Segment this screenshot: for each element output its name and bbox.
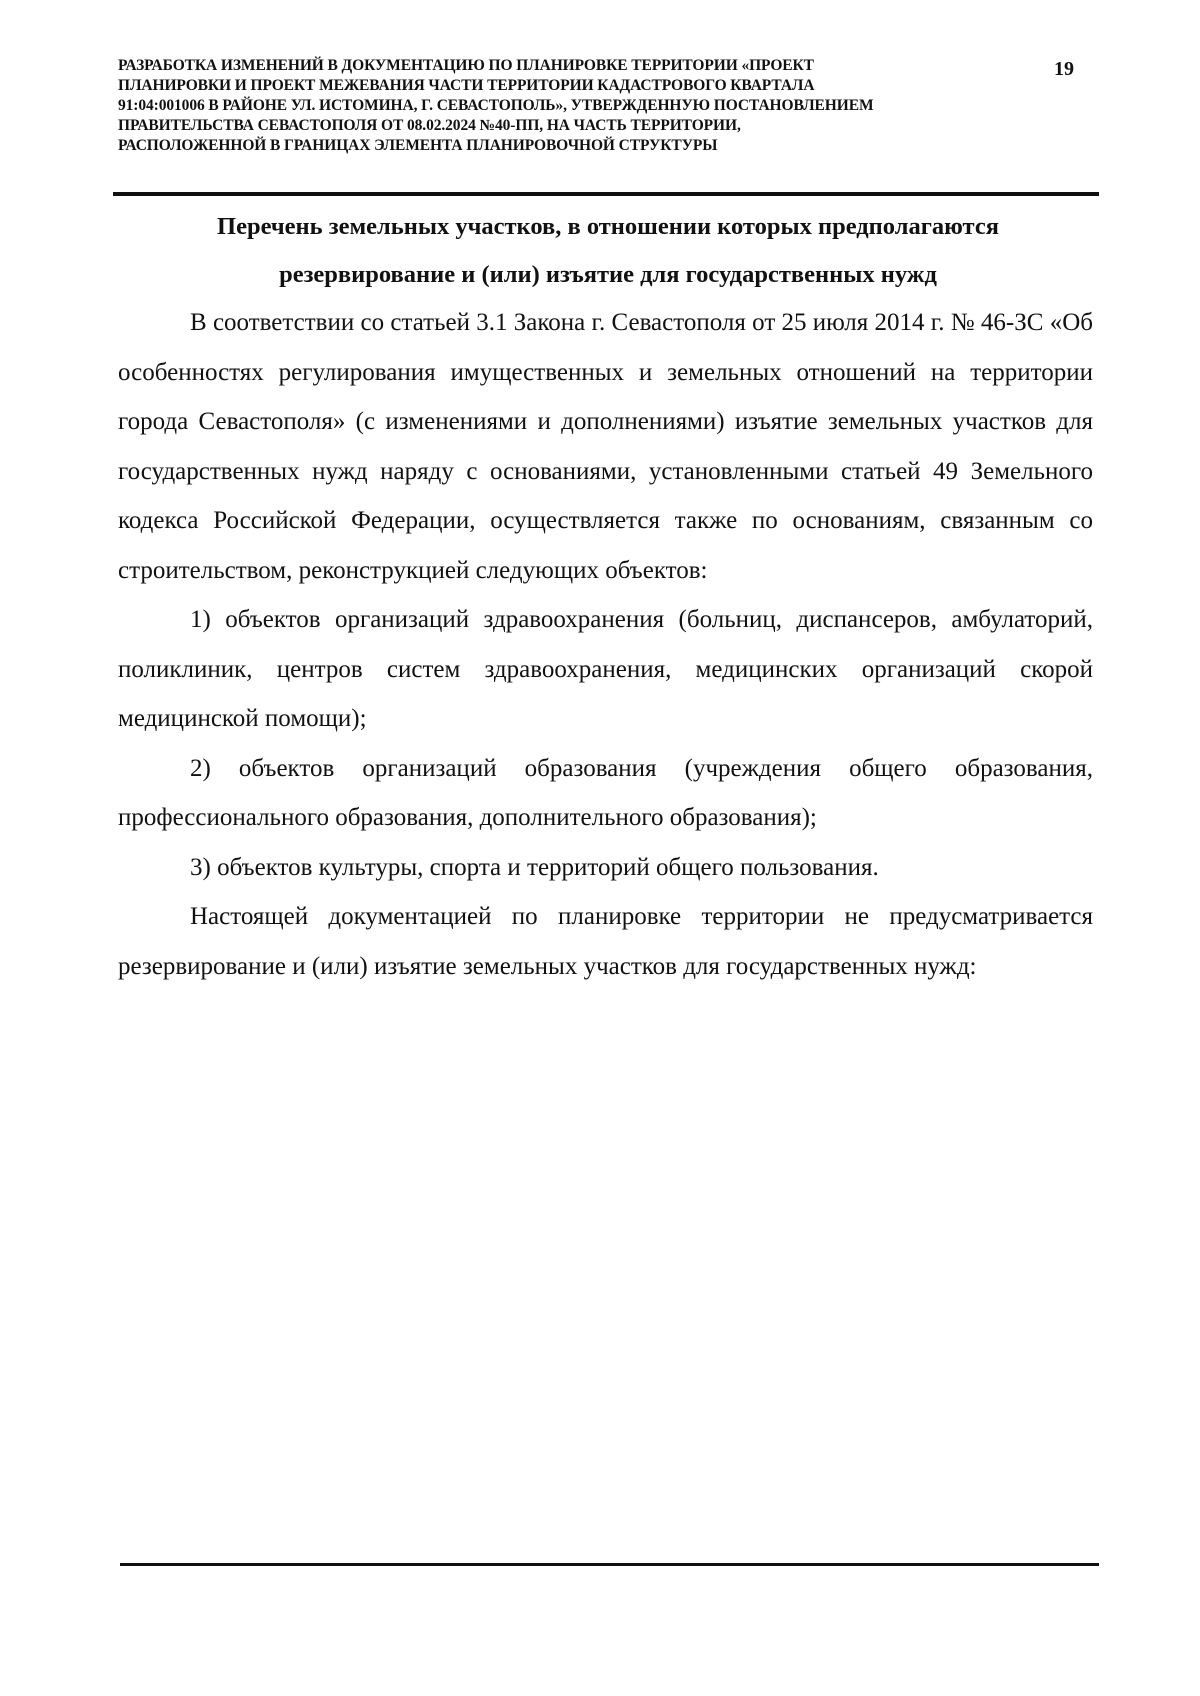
list-item-healthcare: 1) объектов организаций здравоохранения (больниц, диспансеров, амбулаторий, поликлиник, центров систем здравоохранения, медицинских организаций скорой медицинской помощи); [118, 606, 1093, 732]
list-item-culture-sport: 3) объектов культуры, спорта и территорий общего пользования. [190, 853, 879, 881]
running-header [118, 56, 988, 156]
section-title-line-1: Перечень земельных участков, в отношении которых предполагаются [217, 213, 999, 240]
header-line: ПЛАНИРОВКИ И ПРОЕКТ МЕЖЕВАНИЯ ЧАСТИ ТЕРРИТОРИИ КАДАСТРОВОГО КВАРТАЛА [118, 77, 815, 94]
page-number: 19 [1054, 58, 1074, 80]
header-line: РАСПОЛОЖЕННОЙ В ГРАНИЦАХ ЭЛЕМЕНТА ПЛАНИРОВОЧНОЙ СТРУКТУРЫ [118, 137, 718, 154]
header-line: 91:04:001006 В РАЙОНЕ УЛ. ИСТОМИНА, Г. СЕВАСТОПОЛЬ», УТВЕРЖДЕННУЮ ПОСТАНОВЛЕНИЕМ [118, 97, 874, 114]
header-divider [113, 192, 1099, 196]
section-title-line-2: резервирование и (или) изъятие для государственных нужд [279, 261, 937, 288]
header-line: РАЗРАБОТКА ИЗМЕНЕНИЙ В ДОКУМЕНТАЦИЮ ПО ПЛАНИРОВКЕ ТЕРРИТОРИИ «ПРОЕКТ [118, 57, 814, 74]
footer-divider [120, 1563, 1099, 1566]
body-text [118, 298, 1093, 991]
paragraph-intro: В соответствии со статьей 3.1 Закона г. Севастополя от 25 июля 2014 г. № 46-ЗС «Об особенностях регулирования имущественных и земельных отношений на территории города Севастополя» (с изменениями и дополнениями) изъятие земельных участков для государственных нужд наряду с основаниями, установленными статьей 49 Земельного кодекса Российской Федерации, осуществляется также по основаниям, связанным со строительством, реконструкцией следующих объектов: [118, 309, 1093, 584]
list-item-education: 2) объектов организаций образования (учреждения общего образования, профессионального образования, дополнительного образования); [118, 754, 1093, 831]
paragraph-conclusion: Настоящей документацией по планировке территории не предусматривается резервирование и (или) изъятие земельных участков для государственных нужд: [118, 903, 1093, 980]
header-line: ПРАВИТЕЛЬСТВА СЕВАСТОПОЛЯ ОТ 08.02.2024 №40-ПП, НА ЧАСТЬ ТЕРРИТОРИИ, [118, 117, 741, 134]
section-title [118, 203, 1098, 299]
